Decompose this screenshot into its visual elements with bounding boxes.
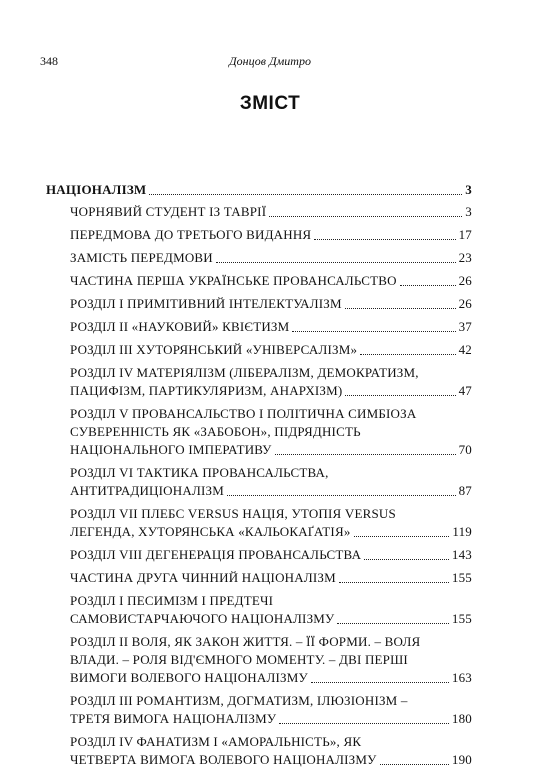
toc-page-number: 190 [451,752,472,767]
toc-entry-title-line: САМОВИСТАРЧАЮЧОГО НАЦІОНАЛІЗМУ [70,611,335,626]
toc-page-number: 155 [451,570,472,585]
toc-entry [46,546,472,564]
toc-entry-title-line: ЧАСТИНА ДРУГА ЧИННИЙ НАЦІОНАЛІЗМ [70,570,336,585]
toc-entry-title-line: АНТИТРАДИЦІОНАЛІЗМ [70,483,224,498]
toc-entry [46,592,472,628]
toc-entry [46,295,472,313]
toc-entry-last-line [70,523,472,541]
toc-entry-last-line [70,295,472,313]
dot-leader [345,395,455,396]
toc-entry-title-line: РОЗДІЛ VII ПЛЕБС VERSUS НАЦІЯ, УТОПІЯ VERSUS [70,506,396,521]
toc-entry-title-line: РОЗДІЛ ІІІ ХУТОРЯНСЬКИЙ «УНІВЕРСАЛІЗМ» [70,342,358,357]
toc-page-number: 3 [465,204,472,219]
dot-leader [339,582,449,583]
toc-entry-last-line [70,610,472,628]
toc-title: ЗМІСТ [239,93,301,114]
toc-entry-title-line: РОЗДІЛ І ПРИМІТИВНИЙ ІНТЕЛЕКТУАЛІЗМ [70,296,342,311]
toc-entry-title-line: СУВЕРЕННІСТЬ ЯК «ЗАБОБОН», ПІДРЯДНІСТЬ [70,424,361,439]
dot-leader [275,454,456,455]
toc-entry-last-line [70,272,472,290]
dot-leader [364,559,449,560]
toc-entry [46,633,472,687]
toc-entry-title-line: ЧОРНЯВИЙ СТУДЕНТ ІЗ ТАВРІЇ [70,204,267,219]
toc-entry-title-line: ЧЕТВЕРТА ВИМОГА ВОЛЕВОГО НАЦІОНАЛІЗМУ [70,752,377,767]
toc-page-number: 26 [458,273,472,288]
dot-leader [345,308,456,309]
toc-page-number: 3 [465,182,472,197]
toc-entry-last-line [70,318,472,336]
dot-leader [279,723,449,724]
toc-page-number: 180 [451,711,472,726]
toc-entry-last-line [70,669,472,687]
toc-entry-last-line [46,181,472,199]
toc-page-number: 163 [451,670,472,685]
dot-leader [314,239,455,240]
dot-leader [380,764,449,765]
toc-entry-title-line: ВЛАДИ. – РОЛЯ ВІД'ЄМНОГО МОМЕНТУ. – ДВІ ПЕРШІ [70,652,408,667]
dot-leader [337,623,448,624]
toc-entry-title-line: РОЗДІЛ VI ТАКТИКА ПРОВАНСАЛЬСТВА, [70,465,329,480]
toc-page-number: 119 [452,524,472,539]
toc-entry-title-line: РОЗДІЛ VIII ДЕГЕНЕРАЦІЯ ПРОВАНСАЛЬСТВА [70,547,362,562]
toc-page-number: 37 [458,319,472,334]
toc-entry-title-line: ПЕРЕДМОВА ДО ТРЕТЬОГО ВИДАННЯ [70,227,312,242]
toc-page-number: 26 [458,296,472,311]
toc-entry [46,505,472,541]
toc-entry [46,405,472,459]
toc-page-number: 87 [458,483,472,498]
toc-entry-title-line: РОЗДІЛ І ПЕСИМІЗМ І ПРЕДТЕЧІ [70,593,274,608]
dot-leader [149,194,462,195]
toc-entry [46,203,472,221]
toc-entry-title-line: РОЗДІЛ ІІ «НАУКОВИЙ» КВІЄТИЗМ [70,319,290,334]
toc-entry-title-line: ЧАСТИНА ПЕРША УКРАЇНСЬКЕ ПРОВАНСАЛЬСТВО [70,273,397,288]
dot-leader [354,536,450,537]
dot-leader [400,285,456,286]
dot-leader [311,682,449,683]
toc-page-number: 70 [458,442,472,457]
dot-leader [360,354,455,355]
toc-entry-title-line: ЗАМІСТЬ ПЕРЕДМОВИ [70,250,213,265]
toc-entry-title-line: РОЗДІЛ V ПРОВАНСАЛЬСТВО І ПОЛІТИЧНА СИМБІОЗА [70,406,417,421]
toc-entry [46,364,472,400]
toc-entry-last-line [70,482,472,500]
toc-entry-title-line: РОЗДІЛ ІІІ РОМАНТИЗМ, ДОГМАТИЗМ, ІЛЮЗІОНІЗМ – [70,693,408,708]
toc-entry-last-line [70,441,472,459]
toc-entry-last-line [70,341,472,359]
toc-entry-title-line: НАЦІОНАЛЬНОГО ІМПЕРАТИВУ [70,442,272,457]
toc-page-number: 17 [458,227,472,242]
dot-leader [292,331,455,332]
toc-entry [46,692,472,728]
dot-leader [269,216,462,217]
toc-entry-title-line: ЛЕГЕНДА, ХУТОРЯНСЬКА «КАЛЬОКАҐАТІЯ» [70,524,351,539]
toc-entry-title-line: РОЗДІЛ IV МАТЕРІЯЛІЗМ (ЛІБЕРАЛІЗМ, ДЕМОКРАТИЗМ, [70,365,419,380]
toc-entry-last-line [70,203,472,221]
toc-entry-title-line: НАЦІОНАЛІЗМ [46,182,147,197]
toc-page-number: 42 [458,342,472,357]
toc-entry-title-line: РОЗДІЛ ІІ ВОЛЯ, ЯК ЗАКОН ЖИТТЯ. – ЇЇ ФОРМИ. – ВОЛЯ [70,634,421,649]
dot-leader [216,262,456,263]
toc-entry-title-line: ТРЕТЯ ВИМОГА НАЦІОНАЛІЗМУ [70,711,277,726]
dot-leader [227,495,456,496]
toc-entry [46,181,472,199]
toc-entry-title-line: РОЗДІЛ IV ФАНАТИЗМ І «АМОРАЛЬНІСТЬ», ЯК [70,734,362,749]
toc-entry-last-line [70,249,472,267]
toc-entry-title-line: ПАЦИФІЗМ, ПАРТИКУЛЯРИЗМ, АНАРХІЗМ) [70,383,343,398]
table-of-contents [46,181,472,774]
toc-page-number: 47 [458,383,472,398]
toc-entry-last-line [70,710,472,728]
running-head-author: Донцов Дмитро [229,54,311,68]
running-head [0,54,540,70]
toc-entry [46,341,472,359]
toc-page-number: 155 [451,611,472,626]
toc-entry-last-line [70,751,472,769]
toc-entry-last-line [70,382,472,400]
toc-page-number: 23 [458,250,472,265]
toc-entry-title-line: ВИМОГИ ВОЛЕВОГО НАЦІОНАЛІЗМУ [70,670,308,685]
toc-page-number: 143 [451,547,472,562]
toc-entry [46,733,472,769]
toc-entry [46,272,472,290]
toc-entry [46,318,472,336]
toc-entry [46,569,472,587]
toc-entry-last-line [70,226,472,244]
page-number: 348 [40,54,58,68]
toc-entry-last-line [70,569,472,587]
toc-entry [46,249,472,267]
toc-entry [46,226,472,244]
toc-entry [46,464,472,500]
toc-entry-last-line [70,546,472,564]
